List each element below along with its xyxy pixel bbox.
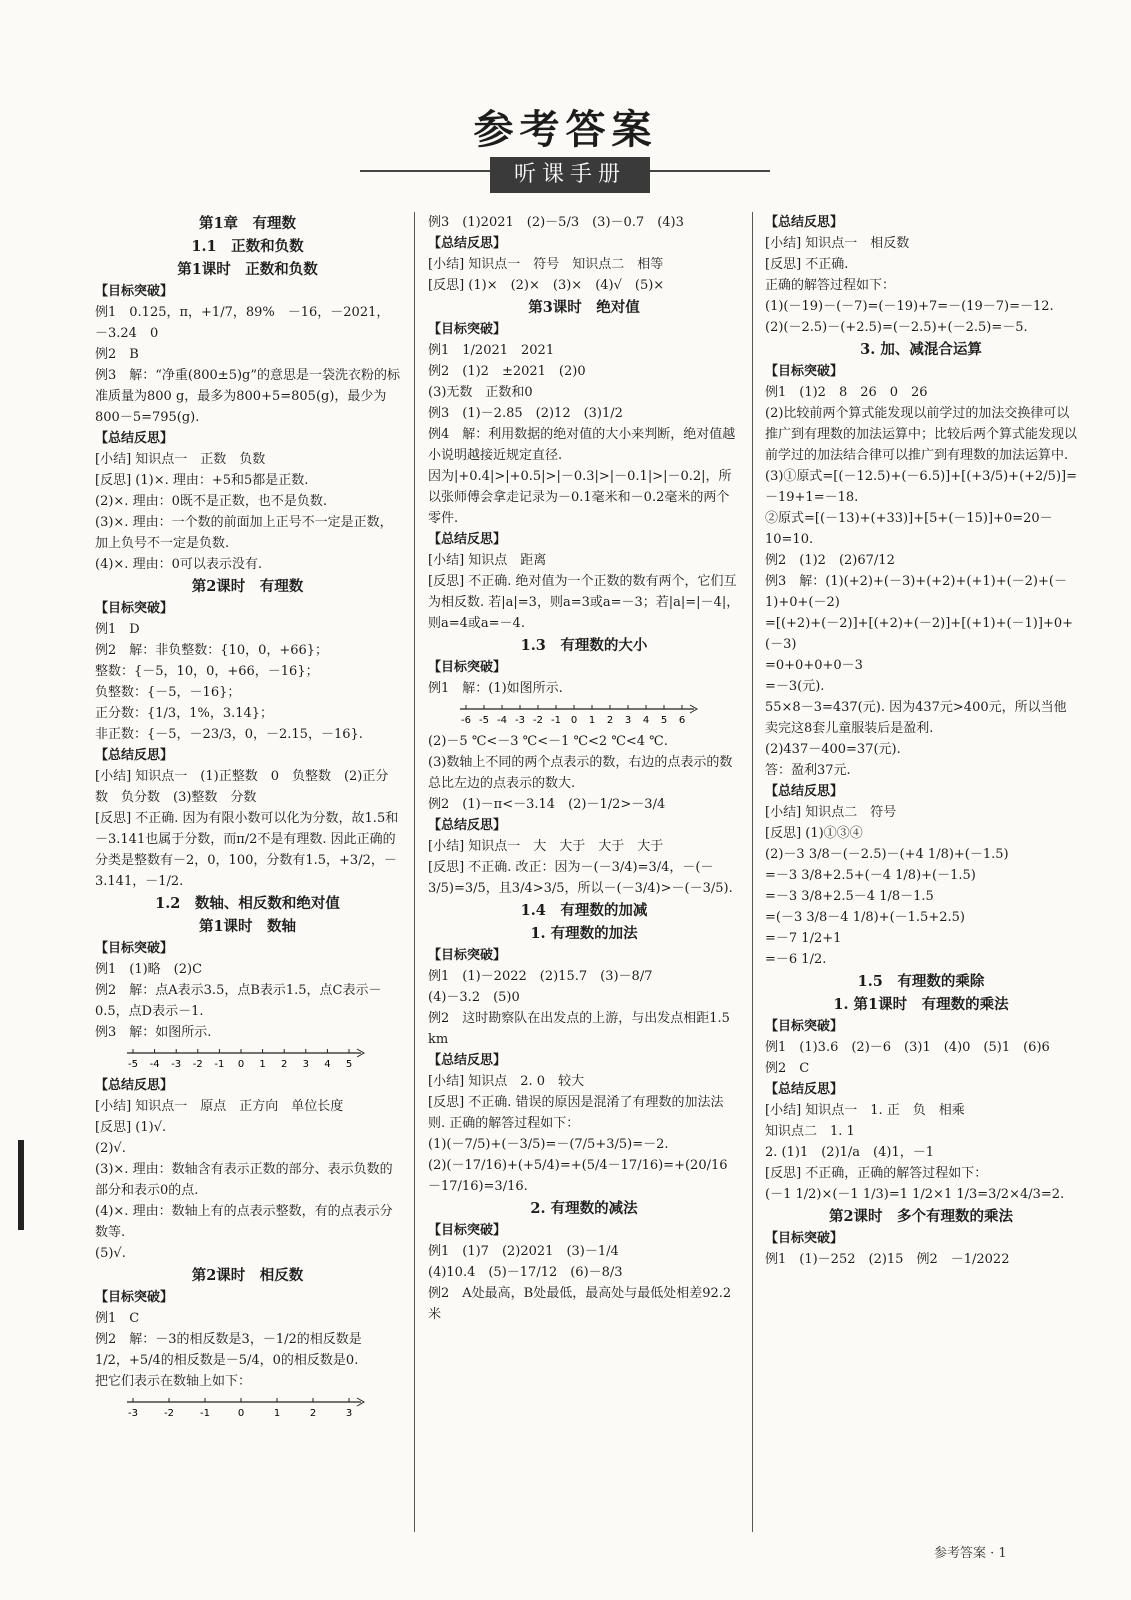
subsection-tag: 【总结反思】 (95, 748, 174, 763)
number-line (125, 1394, 365, 1422)
answer-line: [小结] 知识点一 正数 负数 (95, 452, 266, 467)
section-heading: 1. 第1课时 有理数的乘法 (833, 996, 1009, 1013)
subsection-tag: 【总结反思】 (428, 236, 507, 251)
answer-line: (2)437－400=37(元). (765, 742, 901, 757)
section-heading: 第3课时 绝对值 (528, 299, 640, 316)
answer-line: [小结] 知识点 2. 0 较大 (428, 1074, 585, 1089)
answer-line: 正分数：{1/3，1%，3.14}； (95, 706, 274, 721)
axis-tick-label: 4 (324, 1059, 331, 1070)
answer-line: 非正数：{－5，－23/3，0，－2.15，－16}. (95, 727, 363, 742)
answer-line: [小结] 知识点一 大 大于 大于 大于 (428, 839, 664, 854)
answer-line: 整数：{－5，10，0，+66，－16}； (95, 664, 319, 679)
answer-line: 例1 (1)2 8 26 0 26 (765, 385, 928, 400)
axis-tick-label: -1 (200, 1408, 210, 1419)
answer-line: 例1 (1)7 (2)2021 (3)－1/4 (428, 1244, 619, 1259)
section-heading: 1.3 有理数的大小 (520, 637, 648, 654)
answer-line: =－3(元). (765, 679, 825, 694)
answer-line: (4)10.4 (5)－17/12 (6)－8/3 (428, 1265, 623, 1280)
answer-line: 例3 (1)－2.85 (2)12 (3)1/2 (428, 406, 623, 421)
answer-line: 例1 1/2021 2021 (428, 343, 555, 358)
answer-line: 例1 (1)－2022 (2)15.7 (3)－8/7 (428, 969, 653, 984)
answer-line: (2)比较前两个算式能发现以前学过的加法交换律可以推广到有理数的加法运算中；比较后两个算式能发现以前学过的加法结合律可以推广到有理数的加法运算中. (765, 406, 1077, 463)
answer-line: [小结] 知识点一 1. 正 负 相乘 (765, 1103, 965, 1118)
answer-line: ②原式=[(－13)+(+33)]+[5+(－15)]+0=20－10=10. (765, 511, 1053, 547)
answer-line: 例3 解：(1)(+2)+(－3)+(+2)+(+1)+(－2)+(－1)+0+(－2) (765, 574, 1067, 610)
subsection-tag: 【总结反思】 (765, 215, 844, 230)
answer-line: =(－3 3/8－4 1/8)+(－1.5+2.5) (765, 910, 965, 925)
axis-tick-label: 3 (345, 1408, 353, 1419)
axis-tick-label: -2 (164, 1408, 174, 1419)
subsection-tag: 【目标突破】 (765, 1231, 844, 1246)
answer-line: =－6 1/2. (765, 952, 827, 967)
answer-line: 55×8－3=437(元). 因为437元>400元，所以当他卖完这8套儿童服装后是盈利. (765, 700, 1067, 736)
subsection-tag: 【目标突破】 (95, 941, 174, 956)
section-banner: 听课手册 (490, 157, 650, 193)
answer-line: [小结] 知识点一 原点 正方向 单位长度 (95, 1099, 344, 1114)
answer-line: (3)×. 理由：数轴含有表示正数的部分、表示负数的部分和表示0的点. (95, 1162, 393, 1198)
axis-tick-label: 4 (642, 715, 650, 726)
subsection-tag: 【目标突破】 (428, 948, 507, 963)
answer-line: 例4 解：利用数据的绝对值的大小来判断，绝对值越小说明越接近规定直径. (428, 427, 736, 463)
axis-tick-label: 6 (678, 715, 686, 726)
answer-line: 例1 C (95, 1311, 140, 1326)
section-heading: 1.4 有理数的加减 (520, 902, 648, 919)
axis-tick-label: 2 (309, 1408, 317, 1419)
axis-tick-label: -6 (461, 715, 471, 726)
section-heading: 1.5 有理数的乘除 (857, 973, 985, 990)
answer-line: (3)数轴上不同的两个点表示的数，右边的点表示的数总比左边的点表示的数大. (428, 755, 733, 791)
axis-tick-label: -5 (128, 1059, 138, 1070)
answer-line: 例3 解：如图所示. (95, 1025, 212, 1040)
subsection-tag: 【目标突破】 (428, 1223, 507, 1238)
answer-line: 例2 C (765, 1061, 810, 1076)
answer-line: [反思] 不正确，正确的解答过程如下： (765, 1166, 988, 1181)
answer-line: 例2 解：－3的相反数是3，－1/2的相反数是1/2，+5/4的相反数是－5/4，0的相反数是0. (95, 1332, 362, 1368)
answer-line: [小结] 知识点一 (1)正整数 0 负整数 (2)正分数 负分数 (3)整数 分数 (95, 769, 389, 805)
column-divider (414, 212, 415, 1532)
section-heading: 1.1 正数和负数 (191, 238, 304, 255)
answer-line: 例1 (1)－252 (2)15 例2 －1/2022 (765, 1252, 1010, 1267)
axis-tick-label: -1 (214, 1059, 225, 1070)
axis-tick-label: -3 (128, 1408, 138, 1419)
axis-tick-label: -3 (171, 1059, 182, 1070)
answer-line: [小结] 知识点一 符号 知识点二 相等 (428, 257, 664, 272)
answer-line: (5)√. (95, 1246, 126, 1261)
answer-line: (2)－5 ℃<－3 ℃<－1 ℃<2 ℃<4 ℃. (428, 734, 668, 749)
answer-line: [反思] 不正确. 绝对值为一个正数的数有两个，它们互为相反数. 若|a|=3，则a=3或a=－3；若|a|=|－4|，则a=4或a=－4. (428, 574, 740, 631)
answer-line: 例2 (1)2 ±2021 (2)0 (428, 364, 586, 379)
answer-line: 例1 D (95, 622, 140, 637)
section-heading: 第2课时 相反数 (191, 1267, 304, 1284)
axis-tick-label: 1 (259, 1059, 266, 1070)
answer-line: 负整数：{－5，－16}； (95, 685, 241, 700)
answer-line: 例2 这时勘察队在出发点的上游，与出发点相距1.5 km (428, 1011, 730, 1047)
answer-line: (3)①原式=[(－12.5)+(－6.5)]+[(+3/5)+(+2/5)]=－19+1=－18. (765, 469, 1077, 505)
section-heading: 第1章 有理数 (198, 215, 297, 232)
number-line (458, 701, 698, 729)
answer-line: [小结] 知识点二 符号 (765, 805, 897, 820)
section-heading: 1.2 数轴、相反数和绝对值 (155, 895, 340, 912)
answer-line: 例1 解：(1)如图所示. (428, 681, 563, 696)
answer-line: 因为|+0.4|>|+0.5|>|－0.3|>|－0.1|>|－0.2|，所以张师傅会拿走记录为－0.1毫米和－0.2毫米的两个零件. (428, 469, 732, 526)
answer-line: 例1 (1)略 (2)C (95, 962, 203, 977)
axis-tick-label: 0 (570, 715, 578, 726)
axis-tick-label: 1 (588, 715, 596, 726)
column-2 (428, 212, 740, 1532)
axis-tick-label: -3 (515, 715, 525, 726)
answer-line: [反思] (1)√. (95, 1120, 167, 1135)
answer-line: 例3 (1)2021 (2)－5/3 (3)－0.7 (4)3 (428, 215, 684, 230)
answer-line: 例1 0.125，π，+1/7，89% －16，－2021，－3.24 0 (95, 305, 390, 341)
answer-line: [反思] 不正确. (765, 257, 849, 272)
answer-line: (2)(－2.5)－(+2.5)=(－2.5)+(－2.5)=－5. (765, 320, 1028, 335)
answer-line: [反思] 不正确. 改正：因为－(－3/4)=3/4，－(－3/5)=3/5，且3/4>3/5，所以－(－3/4)>－(－3/5). (428, 860, 733, 896)
scan-edge-mark (18, 1140, 24, 1230)
answer-line: (2)√. (95, 1141, 126, 1156)
axis-tick-label: -2 (192, 1059, 203, 1070)
answer-line: =－7 1/2+1 (765, 931, 842, 946)
answer-line: =－3 3/8+2.5+(－4 1/8)+(－1.5) (765, 868, 976, 883)
answer-line: 正确的解答过程如下： (765, 278, 896, 293)
subsection-tag: 【总结反思】 (765, 784, 844, 799)
subsection-tag: 【目标突破】 (428, 322, 507, 337)
answer-line: 例2 (1)2 (2)67/12 (765, 553, 895, 568)
section-heading: 第2课时 有理数 (191, 578, 304, 595)
number-line (125, 1045, 365, 1073)
answer-line: [小结] 知识点 距离 (428, 553, 547, 568)
answer-line: (3)无数 正数和0 (428, 385, 533, 400)
section-heading: 2. 有理数的减法 (530, 1200, 638, 1217)
column-3 (765, 212, 1077, 1532)
answer-line: (2)(－17/16)+(+5/4)=+(5/4－17/16)=+(20/16－17/16)=3/16. (428, 1158, 728, 1194)
subsection-tag: 【目标突破】 (765, 364, 844, 379)
answer-line: (3)×. 理由：一个数的前面加上正号不一定是正数，加上负号不一定是负数. (95, 515, 393, 551)
axis-tick-label: 0 (237, 1408, 245, 1419)
answer-line: (2)×. 理由：0既不是正数，也不是负数. (95, 494, 327, 509)
answer-line: 答：盈利37元. (765, 763, 851, 778)
answer-line: [反思] 不正确. 错误的原因是混淆了有理数的加法法则. 正确的解答过程如下： (428, 1095, 724, 1131)
answer-line: =－3 3/8+2.5－4 1/8－1.5 (765, 889, 934, 904)
answer-line: 知识点二 1. 1 (765, 1124, 855, 1139)
page-title: 参考答案 (473, 106, 658, 153)
answer-line: 例1 (1)3.6 (2)－6 (3)1 (4)0 (5)1 (6)6 (765, 1040, 1050, 1055)
answer-line: 例2 A处最高，B处最低，最高处与最低处相差92.2米 (428, 1286, 732, 1322)
section-heading: 3. 加、减混合运算 (860, 341, 982, 358)
axis-tick-label: -2 (533, 715, 543, 726)
answer-line: 把它们表示在数轴上如下： (95, 1374, 252, 1389)
answer-line: =[(+2)+(－2)]+[(+2)+(－2)]+[(+1)+(－1)]+0+(－3) (765, 616, 1074, 652)
answer-line: (－1 1/2)×(－1 1/3)=1 1/2×1 1/3=3/2×4/3=2. (765, 1187, 1065, 1202)
answer-line: 例2 解：非负整数：{10，0，+66}； (95, 643, 329, 658)
answer-line: 例2 解：点A表示3.5，点B表示1.5，点C表示－0.5，点D表示－1. (95, 983, 382, 1019)
answer-line: 2. (1)1 (2)1/a (4)1，－1 (765, 1145, 934, 1160)
answer-line: (4)－3.2 (5)0 (428, 990, 520, 1005)
answer-line: 例2 B (95, 347, 139, 362)
column-divider (752, 212, 753, 1532)
answer-line: [反思] (1)①③④ (765, 826, 863, 841)
axis-tick-label: 0 (237, 1059, 245, 1070)
axis-tick-label: -4 (497, 715, 507, 726)
answer-line: [反思] 不正确. 因为有限小数可以化为分数，故1.5和－3.141也属于分数，而π/2不是有理数. 因此正确的分类是整数有－2，0，100，分数有1.5，+3/2，－3.141，－1/2. (95, 811, 399, 889)
answer-line: 例3 解：“净重(800±5)g”的意思是一袋洗衣粉的标准质量为800 g，最多为800+5=805(g)，最少为800－5=795(g). (95, 368, 400, 425)
answer-line: (4)×. 理由：0可以表示没有. (95, 557, 262, 572)
subsection-tag: 【目标突破】 (765, 1019, 844, 1034)
axis-tick-label: -1 (551, 715, 561, 726)
answer-line: 例2 (1)－π<－3.14 (2)－1/2>－3/4 (428, 797, 666, 812)
column-1 (95, 212, 400, 1532)
section-heading: 第1课时 数轴 (198, 918, 297, 935)
answer-line: [反思] (1)×. 理由：+5和5都是正数. (95, 473, 309, 488)
answer-line: (1)(－7/5)+(－3/5)=－(7/5+3/5)=－2. (428, 1137, 669, 1152)
subsection-tag: 【目标突破】 (95, 284, 174, 299)
axis-tick-label: 3 (302, 1059, 309, 1070)
subsection-tag: 【总结反思】 (765, 1082, 844, 1097)
subsection-tag: 【总结反思】 (428, 1053, 507, 1068)
answer-line: (4)×. 理由：数轴上有的点表示整数，有的点表示分数等. (95, 1204, 393, 1240)
axis-tick-label: -4 (149, 1059, 160, 1070)
axis-tick-label: -5 (479, 715, 489, 726)
axis-tick-label: 5 (660, 715, 668, 726)
subsection-tag: 【总结反思】 (428, 818, 507, 833)
axis-tick-label: 5 (345, 1059, 353, 1070)
section-heading: 第2课时 多个有理数的乘法 (828, 1208, 1014, 1225)
axis-tick-label: 3 (624, 715, 632, 726)
subsection-tag: 【目标突破】 (95, 1290, 174, 1305)
axis-tick-label: 2 (606, 715, 614, 726)
axis-tick-label: 1 (273, 1408, 281, 1419)
answer-line: (2)－3 3/8－(－2.5)－(+4 1/8)+(－1.5) (765, 847, 1009, 862)
subsection-tag: 【总结反思】 (95, 431, 174, 446)
section-heading: 第1课时 正数和负数 (177, 261, 318, 278)
answer-line: (1)(－19)－(－7)=(－19)+7=－(19－7)=－12. (765, 299, 1054, 314)
subsection-tag: 【总结反思】 (95, 1078, 174, 1093)
page-footer: 参考答案 · 1 (934, 1546, 1007, 1561)
subsection-tag: 【总结反思】 (428, 532, 507, 547)
answer-line: =0+0+0+0－3 (765, 658, 863, 673)
subsection-tag: 【目标突破】 (428, 660, 507, 675)
subsection-tag: 【目标突破】 (95, 601, 174, 616)
axis-tick-label: 2 (281, 1059, 288, 1070)
answer-line: [反思] (1)× (2)× (3)× (4)√ (5)× (428, 278, 665, 293)
section-heading: 1. 有理数的加法 (530, 925, 638, 942)
answer-line: [小结] 知识点一 相反数 (765, 236, 910, 251)
